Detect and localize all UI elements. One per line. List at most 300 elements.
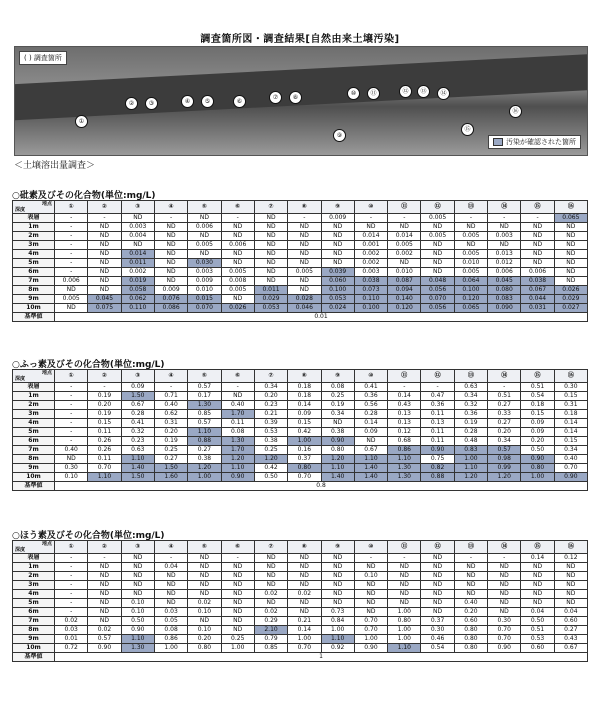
exceeding-value-cell: 0.99 bbox=[488, 464, 521, 473]
value-cell: ND bbox=[521, 572, 554, 581]
exceeding-value-cell: 0.086 bbox=[154, 304, 187, 313]
value-cell: 0.51 bbox=[488, 392, 521, 401]
exceeding-value-cell: 0.083 bbox=[488, 295, 521, 304]
value-cell: 0.80 bbox=[454, 635, 487, 644]
value-cell: 0.30 bbox=[554, 383, 587, 392]
value-cell: ND bbox=[354, 590, 387, 599]
depth-label: 3m bbox=[13, 581, 55, 590]
page-title: 調査箇所図・調査結果[自然由来土壌汚染] bbox=[200, 34, 400, 45]
value-cell: - bbox=[55, 428, 88, 437]
value-cell: ND bbox=[188, 250, 221, 259]
map-marker-8: ⑧ bbox=[289, 91, 302, 104]
value-cell: 0.32 bbox=[121, 428, 154, 437]
value-cell: ND bbox=[221, 608, 254, 617]
value-cell: 0.80 bbox=[321, 446, 354, 455]
value-cell: ND bbox=[254, 563, 287, 572]
value-cell: 0.15 bbox=[288, 419, 321, 428]
exceeding-value-cell: 1.20 bbox=[254, 455, 287, 464]
map-marker-6: ⑥ bbox=[233, 95, 246, 108]
column-header: ⑥ bbox=[221, 370, 254, 383]
value-cell: 0.13 bbox=[421, 419, 454, 428]
exceeding-value-cell: 1.40 bbox=[121, 464, 154, 473]
value-cell: 0.15 bbox=[521, 410, 554, 419]
value-cell: ND bbox=[254, 241, 287, 250]
exceeding-value-cell: 1.20 bbox=[488, 473, 521, 482]
column-header: ⑦ bbox=[254, 541, 287, 554]
table-row bbox=[13, 392, 588, 401]
exceeding-value-cell: 0.070 bbox=[188, 304, 221, 313]
value-cell: 0.41 bbox=[121, 419, 154, 428]
depth-label: 9m bbox=[13, 295, 55, 304]
value-cell: ND bbox=[388, 572, 421, 581]
value-cell: 0.53 bbox=[521, 635, 554, 644]
value-cell: 0.17 bbox=[188, 392, 221, 401]
exceeding-value-cell: 1.40 bbox=[354, 464, 387, 473]
map-marker-10: ⑩ bbox=[347, 87, 360, 100]
value-cell: 0.14 bbox=[288, 401, 321, 410]
value-cell: 0.48 bbox=[454, 437, 487, 446]
value-cell: ND bbox=[221, 392, 254, 401]
value-cell: ND bbox=[554, 563, 587, 572]
value-cell: ND bbox=[321, 581, 354, 590]
value-cell: ND bbox=[554, 223, 587, 232]
value-cell: ND bbox=[121, 241, 154, 250]
value-cell: 0.003 bbox=[488, 232, 521, 241]
column-header: ⑯ bbox=[554, 201, 587, 214]
value-cell: 0.10 bbox=[354, 572, 387, 581]
exceeding-value-cell: 0.075 bbox=[88, 304, 121, 313]
value-cell: 0.36 bbox=[421, 401, 454, 410]
value-cell: ND bbox=[288, 241, 321, 250]
table-row bbox=[13, 214, 588, 223]
map-marker-5: ⑤ bbox=[201, 95, 214, 108]
value-cell: 0.20 bbox=[88, 401, 121, 410]
value-cell: ND bbox=[55, 286, 88, 295]
depth-label: 2m bbox=[13, 401, 55, 410]
exceeding-value-cell: 1.10 bbox=[221, 464, 254, 473]
value-cell: ND bbox=[321, 259, 354, 268]
standard-label: 基準値 bbox=[13, 313, 55, 322]
value-cell: ND bbox=[388, 590, 421, 599]
value-cell: ND bbox=[488, 599, 521, 608]
value-cell: ND bbox=[488, 590, 521, 599]
value-cell: - bbox=[454, 214, 487, 223]
value-cell: ND bbox=[154, 259, 187, 268]
value-cell: ND bbox=[454, 590, 487, 599]
column-header: ⑧ bbox=[288, 201, 321, 214]
value-cell: 0.92 bbox=[321, 644, 354, 653]
value-cell: ND bbox=[254, 554, 287, 563]
table-row bbox=[13, 268, 588, 277]
value-cell: 0.27 bbox=[488, 419, 521, 428]
value-cell: 0.34 bbox=[454, 392, 487, 401]
value-cell: 0.50 bbox=[121, 617, 154, 626]
value-cell: ND bbox=[221, 626, 254, 635]
value-cell: 0.51 bbox=[521, 626, 554, 635]
value-cell: 0.001 bbox=[354, 241, 387, 250]
value-cell: 0.10 bbox=[121, 608, 154, 617]
value-cell: ND bbox=[221, 250, 254, 259]
exceeding-value-cell: 0.065 bbox=[554, 214, 587, 223]
value-cell: 0.21 bbox=[288, 617, 321, 626]
value-cell: 0.010 bbox=[188, 286, 221, 295]
value-cell: 0.10 bbox=[188, 608, 221, 617]
column-header: ⑪ bbox=[388, 201, 421, 214]
value-cell: 0.005 bbox=[221, 268, 254, 277]
value-cell: ND bbox=[488, 241, 521, 250]
value-cell: 0.43 bbox=[554, 635, 587, 644]
value-cell: 0.10 bbox=[55, 473, 88, 482]
value-cell: 0.006 bbox=[221, 241, 254, 250]
value-cell: ND bbox=[154, 590, 187, 599]
value-cell: ND bbox=[88, 232, 121, 241]
value-cell: 0.63 bbox=[121, 446, 154, 455]
exceeding-value-cell: 0.029 bbox=[554, 295, 587, 304]
value-cell: 0.23 bbox=[121, 437, 154, 446]
value-cell: 0.90 bbox=[488, 644, 521, 653]
value-cell: 0.18 bbox=[554, 410, 587, 419]
table-header-row bbox=[13, 541, 588, 554]
value-cell: 0.31 bbox=[154, 419, 187, 428]
value-cell: 0.15 bbox=[554, 437, 587, 446]
exceeding-value-cell: 1.60 bbox=[154, 473, 187, 482]
value-cell: 0.14 bbox=[388, 392, 421, 401]
depth-label: 10m bbox=[13, 304, 55, 313]
exceeding-value-cell: 1.10 bbox=[388, 455, 421, 464]
depth-label: 3m bbox=[13, 241, 55, 250]
exceeding-value-cell: 0.014 bbox=[121, 250, 154, 259]
table-row bbox=[13, 259, 588, 268]
exceeding-value-cell: 0.076 bbox=[154, 295, 187, 304]
column-header: ⑤ bbox=[188, 541, 221, 554]
value-cell: ND bbox=[421, 241, 454, 250]
value-cell: ND bbox=[454, 581, 487, 590]
exceeding-value-cell: 0.100 bbox=[454, 286, 487, 295]
value-cell: - bbox=[55, 241, 88, 250]
value-cell: ND bbox=[88, 581, 121, 590]
exceeding-value-cell: 0.100 bbox=[321, 286, 354, 295]
value-cell: 0.20 bbox=[188, 635, 221, 644]
value-cell: 0.34 bbox=[488, 437, 521, 446]
value-cell: 0.34 bbox=[254, 383, 287, 392]
value-cell: - bbox=[354, 554, 387, 563]
value-cell: 0.80 bbox=[388, 617, 421, 626]
table-row bbox=[13, 383, 588, 392]
value-cell: 0.38 bbox=[321, 428, 354, 437]
value-cell: ND bbox=[288, 232, 321, 241]
depth-label: 7m bbox=[13, 446, 55, 455]
value-cell: ND bbox=[88, 286, 121, 295]
value-cell: ND bbox=[121, 214, 154, 223]
value-cell: 0.50 bbox=[521, 446, 554, 455]
value-cell: 0.71 bbox=[154, 392, 187, 401]
value-cell: - bbox=[55, 608, 88, 617]
table-row bbox=[13, 401, 588, 410]
column-header: ③ bbox=[121, 370, 154, 383]
value-cell: 0.11 bbox=[88, 428, 121, 437]
table-row bbox=[13, 223, 588, 232]
value-cell: 0.02 bbox=[88, 626, 121, 635]
value-cell: - bbox=[55, 401, 88, 410]
column-header: ② bbox=[88, 201, 121, 214]
column-header: ⑮ bbox=[521, 201, 554, 214]
corner-point-label: 地点 bbox=[41, 201, 52, 207]
exceeding-value-cell: 1.30 bbox=[188, 401, 221, 410]
value-cell: ND bbox=[488, 581, 521, 590]
value-cell: 0.003 bbox=[354, 268, 387, 277]
value-cell: 0.15 bbox=[554, 392, 587, 401]
map-marker-11: ⑪ bbox=[367, 87, 380, 100]
value-cell: 0.003 bbox=[121, 223, 154, 232]
value-cell: ND bbox=[354, 608, 387, 617]
exceeding-value-cell: 0.80 bbox=[521, 464, 554, 473]
value-cell: 1.00 bbox=[221, 644, 254, 653]
value-cell: ND bbox=[88, 268, 121, 277]
depth-label: 4m bbox=[13, 590, 55, 599]
value-cell: ND bbox=[521, 250, 554, 259]
depth-label: 10m bbox=[13, 473, 55, 482]
exceeding-value-cell: 1.00 bbox=[521, 473, 554, 482]
exceeding-value-cell: 0.048 bbox=[421, 277, 454, 286]
value-cell: ND bbox=[254, 214, 287, 223]
value-cell: 0.09 bbox=[121, 383, 154, 392]
value-cell: ND bbox=[288, 286, 321, 295]
table-row bbox=[13, 446, 588, 455]
value-cell: 0.37 bbox=[288, 455, 321, 464]
value-cell: 0.20 bbox=[521, 437, 554, 446]
exceeding-value-cell: 1.20 bbox=[454, 473, 487, 482]
value-cell: - bbox=[521, 214, 554, 223]
value-cell: 0.70 bbox=[488, 635, 521, 644]
table-heading: ○ほう素及びその化合物(単位:mg/L) bbox=[12, 531, 165, 541]
depth-label: 2m bbox=[13, 572, 55, 581]
exceeding-value-cell: 0.058 bbox=[121, 286, 154, 295]
value-cell: ND bbox=[188, 554, 221, 563]
value-cell: 0.84 bbox=[321, 617, 354, 626]
value-cell: 0.09 bbox=[521, 419, 554, 428]
value-cell: ND bbox=[421, 563, 454, 572]
value-cell: ND bbox=[254, 572, 287, 581]
value-cell: 0.80 bbox=[188, 644, 221, 653]
value-cell: ND bbox=[521, 259, 554, 268]
value-cell: ND bbox=[354, 437, 387, 446]
value-cell: - bbox=[221, 383, 254, 392]
exceeding-value-cell: 1.10 bbox=[188, 428, 221, 437]
column-header: ⑦ bbox=[254, 201, 287, 214]
value-cell: ND bbox=[554, 599, 587, 608]
value-cell: 1.00 bbox=[388, 635, 421, 644]
table-row bbox=[13, 250, 588, 259]
value-cell: ND bbox=[154, 572, 187, 581]
value-cell: ND bbox=[154, 581, 187, 590]
value-cell: 0.70 bbox=[354, 617, 387, 626]
column-header: ⑭ bbox=[488, 370, 521, 383]
value-cell: - bbox=[88, 214, 121, 223]
table-row bbox=[13, 554, 588, 563]
depth-label: 9m bbox=[13, 635, 55, 644]
exceeding-value-cell: 1.30 bbox=[388, 464, 421, 473]
value-cell: ND bbox=[154, 277, 187, 286]
value-cell: 0.80 bbox=[454, 626, 487, 635]
value-cell: ND bbox=[188, 581, 221, 590]
value-cell: ND bbox=[221, 572, 254, 581]
value-cell: 0.43 bbox=[388, 401, 421, 410]
column-header: ⑬ bbox=[454, 370, 487, 383]
exceeding-value-cell: 1.20 bbox=[321, 455, 354, 464]
value-cell: 0.18 bbox=[288, 392, 321, 401]
value-cell: ND bbox=[154, 232, 187, 241]
value-cell: 0.70 bbox=[288, 473, 321, 482]
value-cell: 0.85 bbox=[188, 410, 221, 419]
value-cell: 0.40 bbox=[454, 599, 487, 608]
value-cell: 0.04 bbox=[154, 563, 187, 572]
map-marker-13: ⑬ bbox=[417, 85, 430, 98]
value-cell: 0.56 bbox=[354, 401, 387, 410]
value-cell: 0.006 bbox=[55, 277, 88, 286]
value-cell: - bbox=[55, 250, 88, 259]
column-header: ⑥ bbox=[221, 541, 254, 554]
value-cell: 0.005 bbox=[421, 214, 454, 223]
column-header: ④ bbox=[154, 541, 187, 554]
value-cell: 0.85 bbox=[254, 644, 287, 653]
value-cell: - bbox=[488, 554, 521, 563]
value-cell: ND bbox=[321, 419, 354, 428]
value-cell: 0.27 bbox=[488, 401, 521, 410]
table-row bbox=[13, 617, 588, 626]
value-cell: 0.67 bbox=[354, 446, 387, 455]
value-cell: 0.19 bbox=[154, 437, 187, 446]
column-header: ⑭ bbox=[488, 201, 521, 214]
value-cell: ND bbox=[88, 590, 121, 599]
depth-label: 4m bbox=[13, 419, 55, 428]
value-cell: 0.90 bbox=[121, 626, 154, 635]
value-cell: ND bbox=[321, 232, 354, 241]
exceeding-value-cell: 1.30 bbox=[121, 644, 154, 653]
value-cell: - bbox=[55, 223, 88, 232]
value-cell: ND bbox=[221, 617, 254, 626]
value-cell: ND bbox=[188, 232, 221, 241]
value-cell: - bbox=[221, 554, 254, 563]
value-cell: ND bbox=[421, 599, 454, 608]
value-cell: - bbox=[55, 214, 88, 223]
value-cell: ND bbox=[254, 268, 287, 277]
value-cell: ND bbox=[354, 581, 387, 590]
value-cell: - bbox=[55, 554, 88, 563]
value-cell: ND bbox=[554, 241, 587, 250]
value-cell: - bbox=[488, 214, 521, 223]
column-header: ① bbox=[55, 201, 88, 214]
value-cell: 0.27 bbox=[154, 455, 187, 464]
exceeding-value-cell: 0.080 bbox=[488, 286, 521, 295]
exceeding-value-cell: 0.83 bbox=[454, 446, 487, 455]
value-cell: 0.23 bbox=[254, 401, 287, 410]
exceeding-value-cell: 1.10 bbox=[354, 455, 387, 464]
value-cell: ND bbox=[188, 617, 221, 626]
exceeding-value-cell: 0.100 bbox=[354, 304, 387, 313]
depth-label: 5m bbox=[13, 599, 55, 608]
value-cell: 0.26 bbox=[88, 446, 121, 455]
value-cell: ND bbox=[554, 250, 587, 259]
value-cell: 0.57 bbox=[188, 419, 221, 428]
value-cell: 0.14 bbox=[521, 554, 554, 563]
results-table bbox=[12, 540, 588, 662]
value-cell: 0.33 bbox=[488, 410, 521, 419]
table-row bbox=[13, 599, 588, 608]
value-cell: ND bbox=[421, 554, 454, 563]
value-cell: 0.72 bbox=[55, 644, 88, 653]
value-cell: 0.20 bbox=[254, 392, 287, 401]
column-header: ⑯ bbox=[554, 541, 587, 554]
value-cell: 0.25 bbox=[221, 635, 254, 644]
exceeding-value-cell: 1.10 bbox=[121, 455, 154, 464]
value-cell: 0.25 bbox=[154, 446, 187, 455]
value-cell: 0.009 bbox=[188, 277, 221, 286]
value-cell: ND bbox=[221, 295, 254, 304]
table-row bbox=[13, 644, 588, 653]
value-cell: - bbox=[154, 554, 187, 563]
exceeding-value-cell: 1.00 bbox=[188, 473, 221, 482]
value-cell: ND bbox=[221, 232, 254, 241]
value-cell: 0.70 bbox=[88, 464, 121, 473]
depth-label: 4m bbox=[13, 250, 55, 259]
table-row bbox=[13, 277, 588, 286]
value-cell: 0.005 bbox=[188, 241, 221, 250]
exceeding-value-cell: 0.038 bbox=[521, 277, 554, 286]
column-header: ④ bbox=[154, 201, 187, 214]
table-row bbox=[13, 241, 588, 250]
value-cell: ND bbox=[221, 581, 254, 590]
value-cell: 0.14 bbox=[354, 419, 387, 428]
exceeding-value-cell: 0.039 bbox=[321, 268, 354, 277]
value-cell: 0.19 bbox=[88, 410, 121, 419]
value-cell: 0.21 bbox=[254, 410, 287, 419]
exceeding-value-cell: 0.011 bbox=[254, 286, 287, 295]
corner-depth-label: 深度 bbox=[15, 376, 26, 382]
column-header: ⑬ bbox=[454, 201, 487, 214]
column-header: ⑤ bbox=[188, 370, 221, 383]
column-header: ⑧ bbox=[288, 541, 321, 554]
value-cell: ND bbox=[554, 268, 587, 277]
value-cell: ND bbox=[554, 581, 587, 590]
value-cell: 0.29 bbox=[254, 617, 287, 626]
value-cell: 0.02 bbox=[288, 590, 321, 599]
exceeding-value-cell: 1.30 bbox=[221, 437, 254, 446]
value-cell: 0.10 bbox=[188, 626, 221, 635]
depth-label: 8m bbox=[13, 455, 55, 464]
value-cell: 0.005 bbox=[221, 286, 254, 295]
value-cell: ND bbox=[321, 223, 354, 232]
value-cell: 0.005 bbox=[288, 268, 321, 277]
depth-label: 表層 bbox=[13, 214, 55, 223]
value-cell: 0.36 bbox=[454, 410, 487, 419]
value-cell: 0.01 bbox=[55, 635, 88, 644]
table-row bbox=[13, 428, 588, 437]
exceeding-value-cell: 0.056 bbox=[421, 304, 454, 313]
value-cell: 0.05 bbox=[154, 617, 187, 626]
value-cell: ND bbox=[421, 223, 454, 232]
table-row bbox=[13, 410, 588, 419]
value-cell: ND bbox=[88, 223, 121, 232]
value-cell: ND bbox=[254, 581, 287, 590]
value-cell: 0.04 bbox=[554, 608, 587, 617]
value-cell: 0.60 bbox=[554, 617, 587, 626]
column-header: ⑮ bbox=[521, 541, 554, 554]
standard-label: 基準値 bbox=[13, 482, 55, 491]
value-cell: ND bbox=[521, 590, 554, 599]
value-cell: ND bbox=[321, 599, 354, 608]
table-row bbox=[13, 608, 588, 617]
value-cell: ND bbox=[521, 241, 554, 250]
